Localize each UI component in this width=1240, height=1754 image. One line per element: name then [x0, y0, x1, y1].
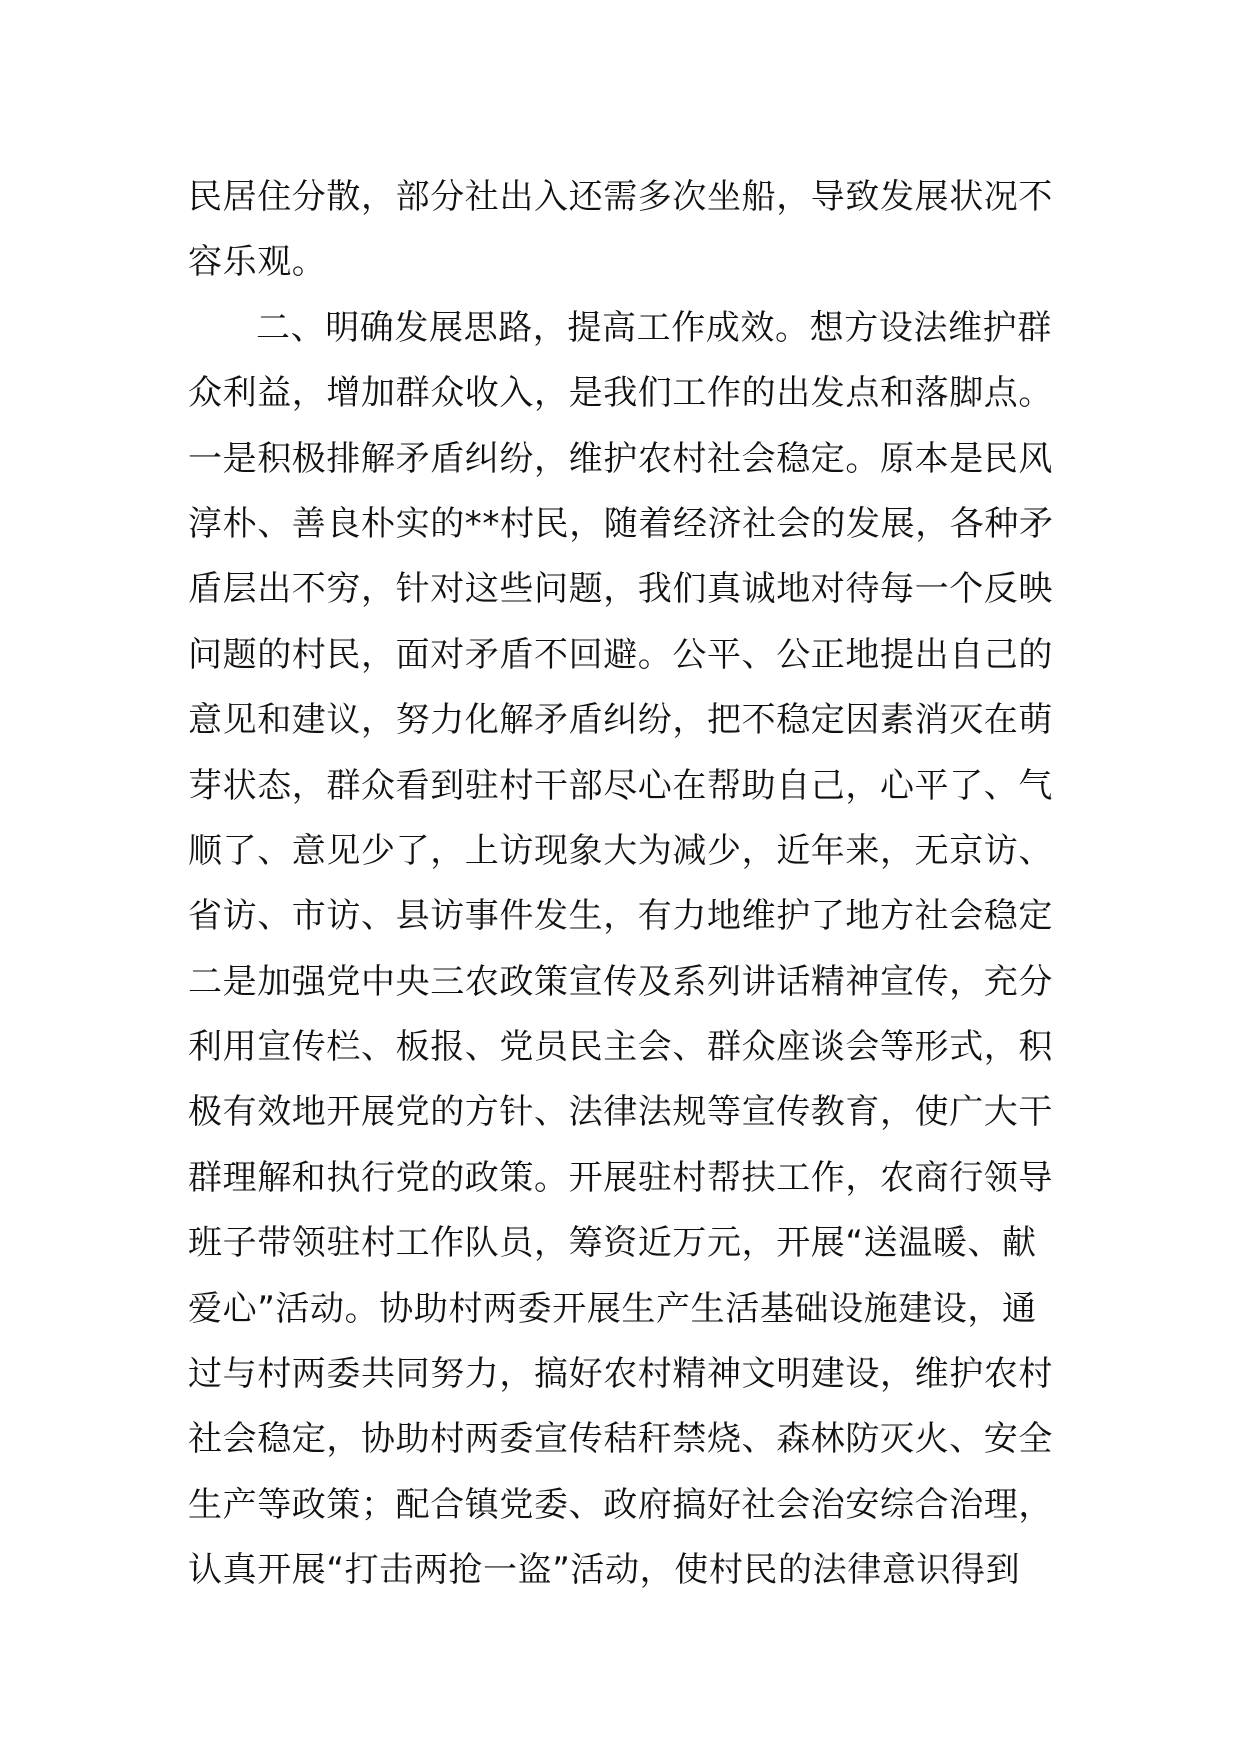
text-line: 一是积极排解矛盾纠纷，维护农村社会稳定。原本是民风: [188, 438, 1053, 479]
text-line: 省访、市访、县访事件发生，有力地维护了地方社会稳定: [188, 896, 1053, 937]
text-line: 生产等政策；配合镇党委、政府搞好社会治安综合治理，: [188, 1484, 1053, 1525]
text-line: 容乐观。: [188, 242, 327, 283]
text-line: 爱心”活动。协助村两委开展生产生活基础设施建设，通: [188, 1288, 1037, 1329]
text-line: 民居住分散，部分社出入还需多次坐船，导致发展状况不: [188, 177, 1053, 217]
text-line: 认真开展“打击两抢一盗”活动，使村民的法律意识得到: [188, 1550, 1021, 1591]
section-heading-line: 二、明确发展思路，提高工作成效。想方设法维护群: [256, 307, 1052, 348]
text-line: 盾层出不穷，针对这些问题，我们真诚地对待每一个反映: [188, 569, 1053, 610]
text-line: 群理解和执行党的政策。开展驻村帮扶工作，农商行领导: [188, 1157, 1053, 1198]
text-line: 众利益，增加群众收入，是我们工作的出发点和落脚点。: [188, 373, 1053, 414]
text-line: 淳朴、善良朴实的**村民，随着经济社会的发展，各种矛: [188, 503, 1054, 544]
text-line: 利用宣传栏、板报、党员民主会、群众座谈会等形式，积: [188, 1027, 1053, 1068]
text-line: 问题的村民，面对矛盾不回避。公平、公正地提出自己的: [188, 634, 1053, 675]
text-line: 极有效地开展党的方针、法律法规等宣传教育，使广大干: [188, 1092, 1053, 1133]
text-line: 意见和建议，努力化解矛盾纠纷，把不稳定因素消灭在萌: [188, 700, 1053, 741]
text-line: 顺了、意见少了，上访现象大为减少，近年来，无京访、: [188, 830, 1053, 871]
text-line: 芽状态，群众看到驻村干部尽心在帮助自己，心平了、气: [188, 765, 1053, 806]
text-line: 二是加强党中央三农政策宣传及系列讲话精神宣传，充分: [188, 961, 1053, 1002]
text-line: 社会稳定，协助村两委宣传秸秆禁烧、森林防灭火、安全: [188, 1419, 1053, 1460]
body-text: [188, 165, 1068, 1604]
text-line: 过与村两委共同努力，搞好农村精神文明建设，维护农村: [188, 1354, 1053, 1395]
text-line: 班子带领驻村工作队员，筹资近万元，开展“送温暖、献: [188, 1223, 1037, 1264]
